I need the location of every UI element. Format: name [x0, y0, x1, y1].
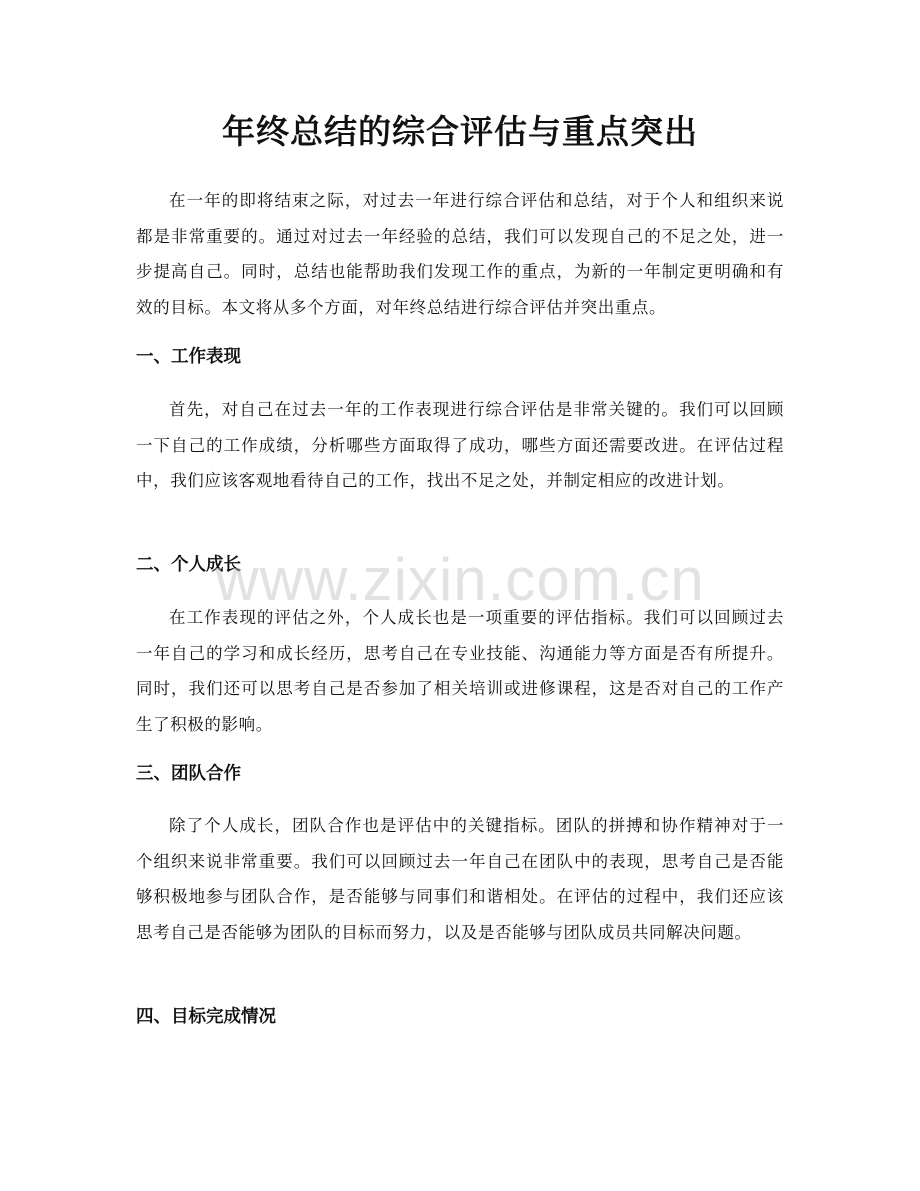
- watermark: www.zixin.com.cn: [215, 546, 705, 613]
- section-heading-goal-completion: 四、目标完成情况: [136, 1007, 276, 1027]
- section-body-personal-growth: 在工作表现的评估之外，个人成长也是一项重要的评估指标。我们可以回顾过去一年自己的学习和成长经历，思考自己在专业技能、沟通能力等方面是否有所提升。同时，我们还可以思考自己是否参加了相关培训或进修课程，这是否对自己的工作产生了积极的影响。: [136, 608, 784, 734]
- document-title: 年终总结的综合评估与重点突出: [222, 112, 698, 151]
- intro-paragraph: 在一年的即将结束之际，对过去一年进行综合评估和总结，对于个人和组织来说都是非常重要的。通过对过去一年经验的总结，我们可以发现自己的不足之处，进一步提高自己。同时，总结也能帮助我们发现工作的重点，为新的一年制定更明确和有效的目标。本文将从多个方面，对年终总结进行综合评估并突出重点。: [136, 191, 784, 317]
- section-body-teamwork: 除了个人成长，团队合作也是评估中的关键指标。团队的拼搏和协作精神对于一个组织来说非常重要。我们可以回顾过去一年自己在团队中的表现，思考自己是否能够积极地参与团队合作，是否能够与同事们和谐相处。在评估的过程中，我们还应该思考自己是否能够为团队的目标而努力，以及是否能够与团队成员共同解决问题。: [136, 816, 784, 942]
- section-heading-work-performance: 一、工作表现: [136, 347, 241, 367]
- section-heading-teamwork: 三、团队合作: [136, 764, 241, 784]
- section-heading-personal-growth: 二、个人成长: [136, 555, 241, 575]
- section-body-work-performance: 首先，对自己在过去一年的工作表现进行综合评估是非常关键的。我们可以回顾一下自己的工作成绩，分析哪些方面取得了成功，哪些方面还需要改进。在评估过程中，我们应该客观地看待自己的工作，找出不足之处，并制定相应的改进计划。: [136, 400, 784, 490]
